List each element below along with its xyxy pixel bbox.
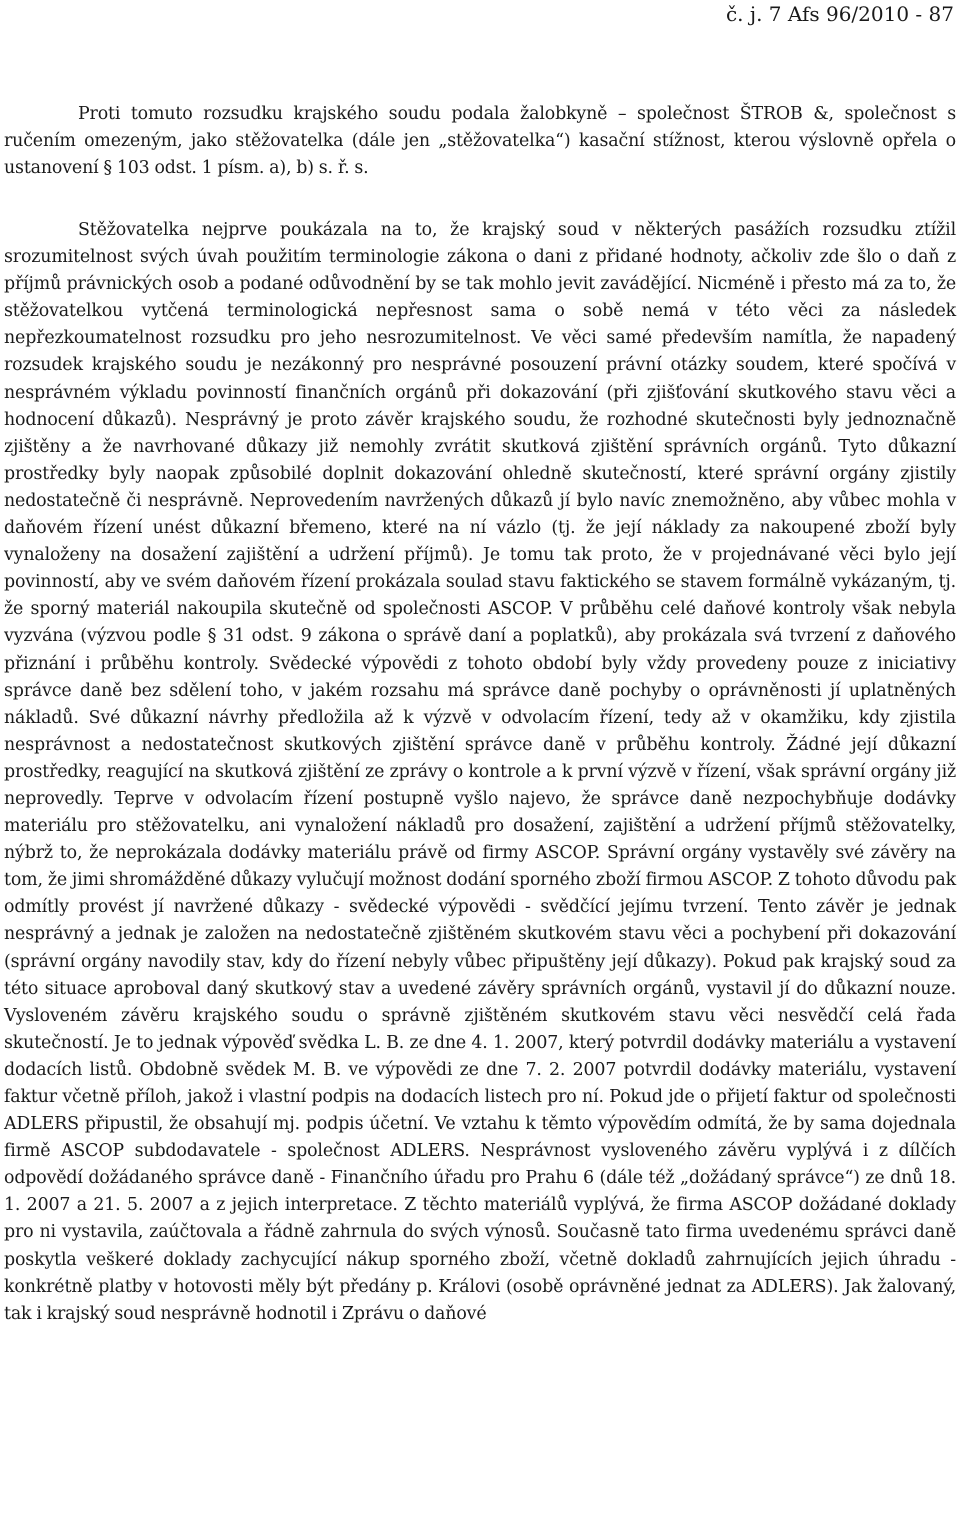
paragraph-complainant-arguments: Stěžovatelka nejprve poukázala na to, že krajský soud v některých pasážích rozsudku ztížil srozumitelnost svých úvah použitím terminologie zákona o dani z přidané hodnoty, ačkoliv zde šlo o daň z příjmů právnických osob a podané odůvodnění by se tak mohlo jevit zavádějící. Nicméně i přesto má za to, že stěžovatelkou vytčená terminologická nepřesnost sama o sobě nemá v této věci za následek nepřezkoumatelnost rozsudku pro jeho nesrozumitelnost. Ve věci samé především namítla, že napadený rozsudek krajského soudu je nezákonný pro nesprávné posouzení právní otázky soudem, které spočívá v nesprávném výkladu povinností finančních orgánů při dokazování (při zjišťování skutkového stavu věci a hodnocení důkazů). Nesprávný je proto závěr krajského soudu, že rozhodné skutečnosti byly jednoznačně zjištěny a že navrhované důkazy již nemohly zvrátit skutková zjištění správních orgánů. Tyto důkazní prostředky byly naopak způsobilé doplnit dokazování ohledně skutečností, které správní orgány zjistily nedostatečně či nesprávně. Neprovedením navržených důkazů jí bylo navíc znemožněno, aby vůbec mohla v daňovém řízení unést důkazní břemeno, které na ní vázlo (tj. že její náklady za nakoupené zboží byly vynaloženy na dosažení zajištění a udržení příjmů). Je tomu tak proto, že v projednávané věci bylo její povinností, aby ve svém daňovém řízení prokázala soulad stavu faktického se stavem formálně vykázaným, tj. že sporný materiál nakoupila skutečně od společnosti ASCOP. V průběhu celé daňové kontroly však nebyla vyzvána (výzvou podle § 31 odst. 9 zákona o správě daní a poplatků), aby prokázala svá tvrzení z daňového přiznání i průběhu kontroly. Svědecké výpovědi z tohoto období byly vždy provedeny pouze z iniciativy správce daně bez sdělení toho, v jakém rozsahu má správce daně pochyby o oprávněnosti jí uplatněných nákladů. Své důkazní návrhy předložila až k výzvě v odvolacím řízení, tedy až v okamžiku, kdy zjistila nesprávnost a nedostatečnost skutkových zjištění správce daně v průběhu kontroly. Žádné její důkazní prostředky, reagující na skutková zjištění ze zprávy o kontrole a k první výzvě v řízení, však správní orgány již neprovedly. Teprve v odvolacím řízení postupně vyšlo najevo, že správce daně nezpochybňuje dodávky materiálu pro stěžovatelku, ani vynaložení nákladů pro dosažení, zajištění a udržení příjmů stěžovatelky, nýbrž to, že neprokázala dodávky materiálu právě od firmy ASCOP. Správní orgány vystavěly své závěry na tom, že jimi shromážděné důkazy vylučují možnost dodání sporného zboží firmou ASCOP. Z tohoto důvodu pak odmítly provést jí navržené důkazy - svědecké výpovědi - svědčící jejímu tvrzení. Tento závěr je jednak nesprávný a jednak je založen na nedostatečně zjištěném skutkovém stavu věci a pochybení při dokazování (správní orgány navodily stav, kdy do řízení nebyly vůbec připuštěny její důkazy). Pokud pak krajský soud za této situace aproboval daný skutkový stav a uvedené závěry správních orgánů, vystavil jí do důkazní nouze. Vysloveném závěru krajského soudu o správně zjištěném skutkovém stavu věci nesvědčí celá řada skutečností. Je to jednak výpověď svědka L. B. ze dne 4. 1. 2007, který potvrdil dodávky materiálu a vystavení dodacích listů. Obdobně svědek M. B. ve výpovědi ze dne 7. 2. 2007 potvrdil dodávky materiálu, vystavení faktur včetně příloh, jakož i vlastní podpis na dodacích listech pro ní. Pokud jde o přijetí faktur od společnosti ADLERS připustil, že obsahují mj. podpis účetní. Ve vztahu k těmto výpovědím odmítá, že by sama dojednala firmě ASCOP subdodavatele - společnost ADLERS. Nesprávnost vysloveného závěru vyplývá i z dílčích odpovědí dožádaného správce daně - Finančního úřadu pro Prahu 6 (dále též „dožádaný správce“) ze dnů 18. 1. 2007 a 21. 5. 2007 a z jejich interpretace. Z těchto materiálů vyplývá, že firma ASCOP dožádané doklady pro ni vystavila, zaúčtovala a řádně zahrnula do svých výnosů. Současně tato firma uvedenému správci daně poskytla veškeré doklady zachycující nákup sporného zboží, včetně dokladů zahrnujících jejich úhradu - konkrétně platby v hotovosti měly být předány p. Královi (osobě oprávněné jednat za ADLERS). Jak žalovaný, tak i krajský soud nesprávně hodnotil i Zprávu o daňové (4, 220, 956, 1324)
case-number-header: č. j. 7 Afs 96/2010 - 87 (725, 2, 954, 26)
paragraph-cassation-complaint: Proti tomuto rozsudku krajského soudu podala žalobkyně – společnost ŠTROB &, společnost s ručením omezeným, jako stěžovatelka (dále jen „stěžovatelka“) kasační stížnost, kterou výslovně opřela o ustanovení § 103 odst. 1 písm. a), b) s. ř. s. (4, 104, 956, 179)
